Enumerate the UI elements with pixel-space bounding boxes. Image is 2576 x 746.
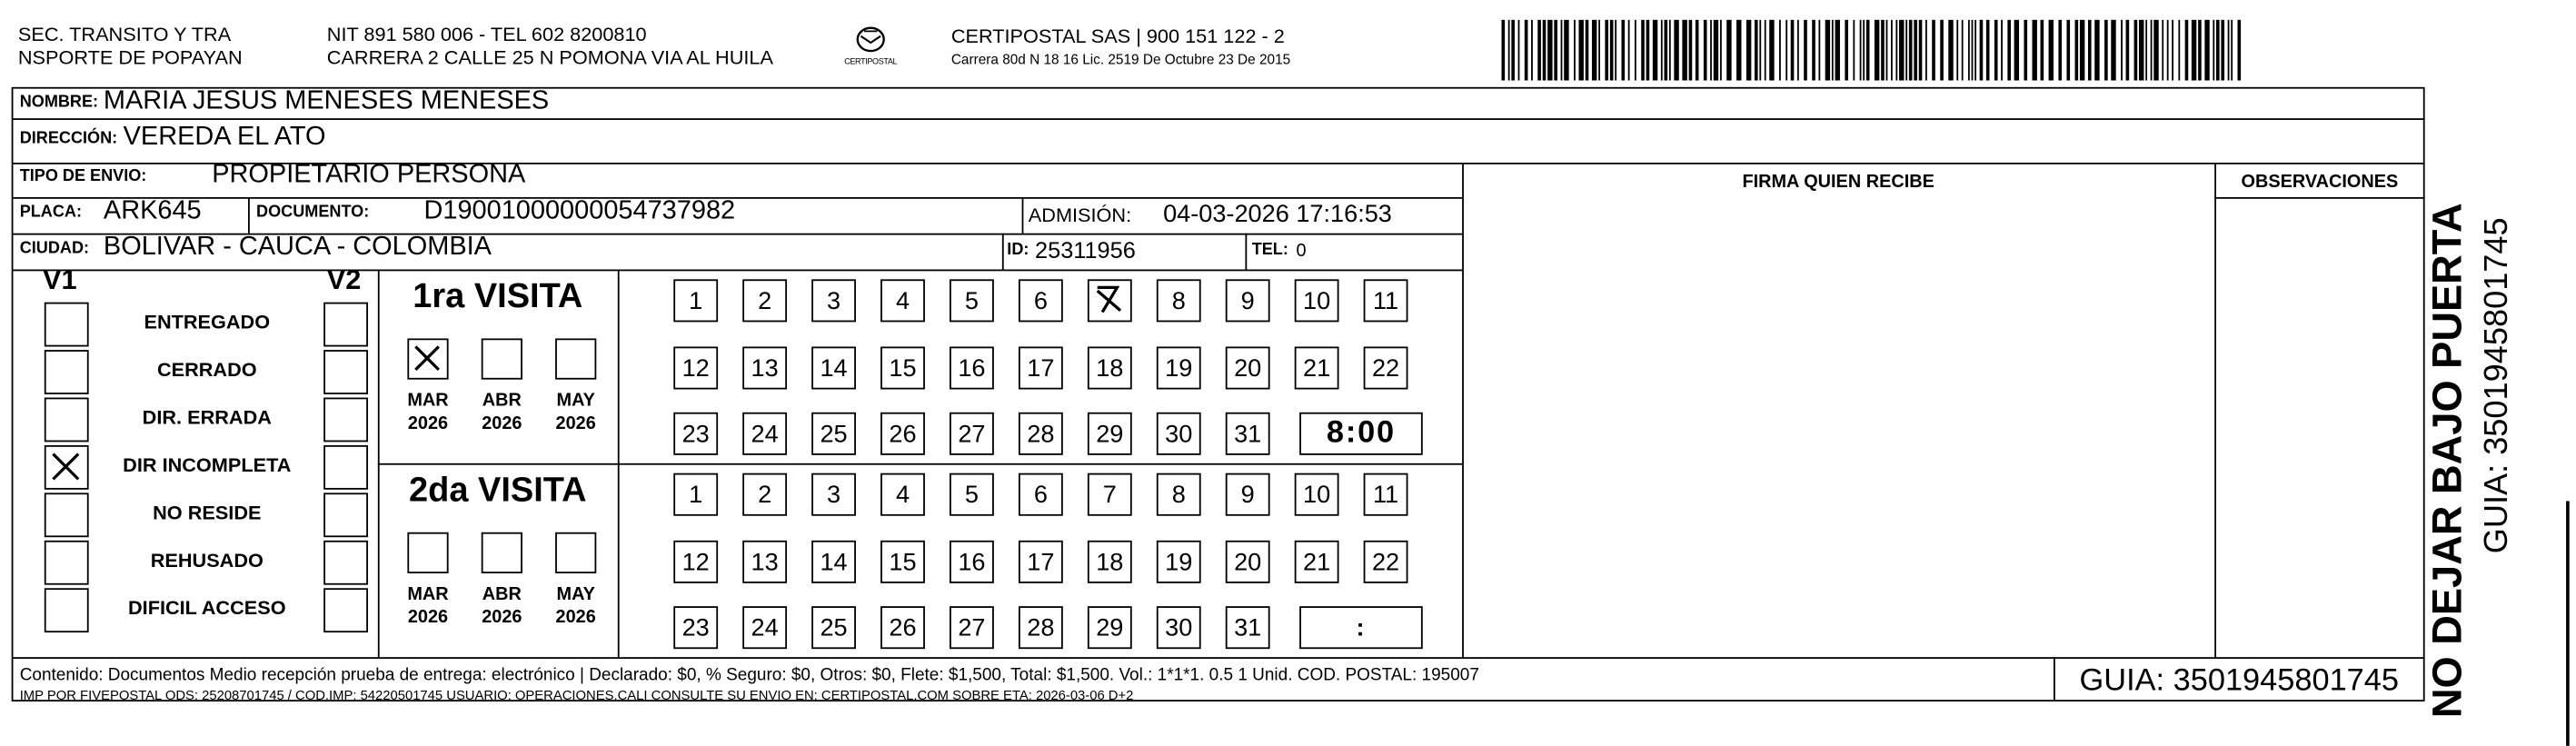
- day-number: 30: [1165, 419, 1193, 448]
- day-box[interactable]: [742, 606, 787, 649]
- day-box[interactable]: [1019, 541, 1063, 583]
- status-v2-checkbox[interactable]: [323, 398, 368, 443]
- day-box[interactable]: [673, 279, 718, 322]
- day-box[interactable]: [1226, 473, 1270, 516]
- day-box[interactable]: [880, 346, 925, 389]
- month-checkbox[interactable]: [555, 338, 596, 379]
- day-box[interactable]: [1226, 279, 1270, 322]
- observaciones-header: OBSERVACIONES: [2241, 172, 2399, 193]
- day-number: 8: [1171, 480, 1186, 509]
- day-number: 12: [681, 353, 710, 383]
- tel-value: 0: [1296, 241, 1307, 262]
- month-checkbox[interactable]: [407, 338, 448, 379]
- day-number: 6: [1033, 480, 1048, 509]
- day-number: 4: [895, 480, 910, 509]
- visit-title: 1ra VISITA: [413, 277, 583, 316]
- day-number: 9: [1240, 286, 1255, 315]
- day-box[interactable]: [811, 473, 856, 516]
- day-number: 29: [1096, 419, 1124, 448]
- month-label: MAY 2026: [555, 391, 596, 434]
- day-box[interactable]: [1157, 606, 1201, 649]
- placa-label: PLACA:: [19, 204, 83, 223]
- month-label: ABR 2026: [482, 391, 522, 434]
- status-v2-checkbox[interactable]: [323, 588, 368, 632]
- day-number: 25: [820, 419, 848, 448]
- month-checkbox[interactable]: [407, 532, 448, 573]
- day-number: 15: [889, 547, 917, 576]
- direccion-label: DIRECCIÓN:: [19, 129, 118, 148]
- ciudad-value: BOLIVAR - CAUCA - COLOMBIA: [103, 233, 492, 262]
- time-box[interactable]: 8:00: [1299, 413, 1423, 455]
- day-box[interactable]: [1226, 413, 1270, 455]
- day-box[interactable]: [880, 473, 925, 516]
- signature-area[interactable]: [1464, 199, 2213, 656]
- documento-label: DOCUMENTO:: [256, 204, 370, 223]
- direccion-value: VEREDA EL ATO: [123, 123, 326, 152]
- documento-value: D19001000000054737982: [423, 196, 736, 225]
- day-number: 3: [827, 286, 841, 315]
- day-box[interactable]: [1157, 346, 1201, 389]
- status-v2-checkbox[interactable]: [323, 541, 368, 585]
- status-v2-checkbox[interactable]: [323, 445, 368, 490]
- status-v1-checkbox[interactable]: [45, 445, 89, 490]
- status-label: CERRADO: [156, 358, 257, 382]
- status-v1-checkbox[interactable]: [45, 588, 89, 632]
- day-number: 23: [681, 419, 710, 448]
- status-label: REHUSADO: [150, 548, 264, 572]
- footer-guia: GUIA: 3501945801745: [2079, 663, 2400, 699]
- day-number: 10: [1303, 286, 1331, 315]
- v2-label: V2: [326, 264, 362, 296]
- status-label: DIR. ERRADA: [142, 405, 272, 429]
- day-number: 2: [758, 286, 772, 315]
- check-mark-icon: [1089, 281, 1129, 319]
- day-box[interactable]: [673, 413, 718, 455]
- day-number: 21: [1303, 547, 1331, 576]
- day-number: 3: [827, 480, 841, 509]
- tipo-value: PROPIETARIO PERSONA: [212, 161, 526, 189]
- day-box[interactable]: [742, 279, 787, 322]
- status-label: DIFICIL ACCESO: [127, 596, 286, 620]
- id-label: ID:: [1007, 241, 1029, 260]
- day-number: 4: [895, 286, 910, 315]
- day-box[interactable]: [1364, 473, 1408, 516]
- firma-header: FIRMA QUIEN RECIBE: [1742, 172, 1934, 193]
- month-label: MAR 2026: [407, 391, 449, 434]
- day-number: 14: [820, 353, 848, 383]
- day-number: 5: [964, 480, 979, 509]
- side-warning: NO DEJAR BAJO PUERTA: [2424, 203, 2472, 719]
- nombre-label: NOMBRE:: [19, 94, 99, 112]
- day-box[interactable]: [811, 541, 856, 583]
- day-number: 18: [1096, 547, 1124, 576]
- day-box[interactable]: [1088, 473, 1132, 516]
- day-number: 19: [1165, 353, 1193, 383]
- day-box[interactable]: [811, 279, 856, 322]
- day-box[interactable]: [1088, 346, 1132, 389]
- day-number: 28: [1027, 419, 1055, 448]
- day-box[interactable]: [742, 541, 787, 583]
- company-sub: Carrera 80d N 18 16 Lic. 2519 De Octubre 23 De 2015: [950, 51, 1291, 68]
- month-checkbox[interactable]: [482, 338, 522, 379]
- company-line: CERTIPOSTAL SAS | 900 151 122 - 2: [950, 25, 1285, 48]
- check-mark-icon: [46, 447, 85, 486]
- admision-value: 04-03-2026 17:16:53: [1163, 200, 1392, 229]
- day-box[interactable]: [1157, 473, 1201, 516]
- check-mark-icon: [409, 340, 445, 376]
- day-number: 9: [1240, 480, 1255, 509]
- month-checkbox[interactable]: [555, 532, 596, 573]
- day-number: 10: [1303, 480, 1331, 509]
- day-number: 18: [1096, 353, 1124, 383]
- day-number: 13: [751, 547, 779, 576]
- day-number: 30: [1165, 613, 1193, 642]
- day-box[interactable]: [1226, 541, 1270, 583]
- day-number: 26: [889, 419, 917, 448]
- day-number: 31: [1234, 419, 1262, 448]
- visit-title: 2da VISITA: [409, 471, 587, 510]
- status-v1-checkbox[interactable]: [45, 541, 89, 585]
- day-box[interactable]: [1088, 541, 1132, 583]
- footer-contenido: Contenido: Documentos Medio recepción prueba de entrega: electrónico | Declarado: $0, % Seguro: $0, Otros: $0, Flete: $1,500, Total: $1,500. Vol.: 1*1*1. 0.5 1 Unid. COD. POSTAL: 195007: [19, 665, 1479, 685]
- day-number: 1: [689, 286, 703, 315]
- day-box[interactable]: [1295, 541, 1339, 583]
- day-number: 23: [681, 613, 710, 642]
- sender-line-1: SEC. TRANSITO Y TRA: [17, 23, 232, 46]
- day-box[interactable]: [880, 541, 925, 583]
- day-box[interactable]: [1295, 279, 1339, 322]
- day-number: 29: [1096, 613, 1124, 642]
- day-box[interactable]: [673, 473, 718, 516]
- day-box[interactable]: [950, 413, 994, 455]
- status-v1-checkbox[interactable]: [45, 350, 89, 394]
- day-number: 27: [958, 419, 986, 448]
- sender-line-2: NSPORTE DE POPAYAN: [17, 45, 243, 69]
- month-label: MAR 2026: [407, 584, 449, 628]
- day-box[interactable]: [950, 541, 994, 583]
- day-box[interactable]: [950, 346, 994, 389]
- status-v2-checkbox[interactable]: [323, 492, 368, 537]
- day-box[interactable]: [950, 606, 994, 649]
- time-box[interactable]: :: [1299, 606, 1423, 649]
- day-number: 28: [1027, 613, 1055, 642]
- status-v2-checkbox[interactable]: [323, 303, 368, 347]
- day-number: 6: [1033, 286, 1048, 315]
- status-v1-checkbox[interactable]: [45, 303, 89, 347]
- day-number: 19: [1165, 547, 1193, 576]
- day-box[interactable]: [1019, 413, 1063, 455]
- day-box[interactable]: [1019, 279, 1063, 322]
- tel-label: TEL:: [1251, 241, 1288, 260]
- day-box[interactable]: [880, 606, 925, 649]
- day-number: 1: [689, 480, 703, 509]
- status-v2-checkbox[interactable]: [323, 350, 368, 394]
- logo-text: CERTIPOSTAL: [844, 57, 898, 68]
- month-label: ABR 2026: [482, 584, 522, 628]
- day-box[interactable]: [950, 473, 994, 516]
- day-number: 13: [751, 353, 779, 383]
- day-box[interactable]: [742, 473, 787, 516]
- day-box[interactable]: [880, 413, 925, 455]
- address-line: CARRERA 2 CALLE 25 N POMONA VIA AL HUILA: [326, 45, 773, 69]
- edge-mark: [2566, 501, 2570, 745]
- day-box[interactable]: [1019, 606, 1063, 649]
- day-number: 8: [1171, 286, 1186, 315]
- barcode: [1500, 20, 2244, 81]
- placa-value: ARK645: [103, 196, 202, 225]
- status-label: ENTREGADO: [144, 310, 271, 334]
- day-box[interactable]: [1226, 346, 1270, 389]
- day-number: 17: [1027, 547, 1055, 576]
- day-number: 12: [681, 547, 710, 576]
- day-box[interactable]: [1157, 541, 1201, 583]
- day-box[interactable]: [673, 346, 718, 389]
- day-number: 22: [1371, 353, 1400, 383]
- status-label: DIR INCOMPLETA: [123, 453, 292, 477]
- day-box[interactable]: [1226, 606, 1270, 649]
- day-box[interactable]: [811, 606, 856, 649]
- day-number: 5: [964, 286, 979, 315]
- day-number: 20: [1234, 547, 1262, 576]
- day-box[interactable]: [673, 541, 718, 583]
- day-number: 24: [751, 419, 779, 448]
- tipo-label: TIPO DE ENVIO:: [19, 167, 147, 186]
- day-box[interactable]: [1088, 279, 1132, 322]
- day-box[interactable]: [1088, 413, 1132, 455]
- day-number: 21: [1303, 353, 1331, 383]
- status-label: NO RESIDE: [153, 501, 262, 524]
- day-box[interactable]: [1157, 413, 1201, 455]
- side-guia: GUIA: 3501945801745: [2479, 217, 2516, 554]
- footer-imp: IMP POR FIVEPOSTAL ODS: 25208701745 / COD.IMP: 54220501745 USUARIO: OPERACIONES.CALI CONSULTE SU ENVIO EN: CERTIPOSTAL.COM SOBRE ETA: 2026-03-06 D+2: [19, 688, 1134, 703]
- ciudad-label: CIUDAD:: [19, 239, 90, 258]
- status-v1-checkbox[interactable]: [45, 492, 89, 537]
- day-box[interactable]: [1295, 473, 1339, 516]
- admision-label: ADMISIÓN:: [1028, 204, 1132, 227]
- day-box[interactable]: [811, 346, 856, 389]
- day-number: 15: [889, 353, 917, 383]
- day-box[interactable]: [1019, 346, 1063, 389]
- day-box[interactable]: [950, 279, 994, 322]
- certipostal-logo: [834, 20, 907, 75]
- day-number: 11: [1372, 286, 1399, 315]
- day-box[interactable]: [742, 413, 787, 455]
- day-number: 25: [820, 613, 848, 642]
- day-box[interactable]: [1157, 279, 1201, 322]
- day-number: 11: [1372, 480, 1399, 509]
- day-box[interactable]: [1364, 346, 1408, 389]
- day-box[interactable]: [1364, 279, 1408, 322]
- day-number: 16: [958, 547, 986, 576]
- day-box[interactable]: [880, 279, 925, 322]
- month-checkbox[interactable]: [482, 532, 522, 573]
- day-number: 24: [751, 613, 779, 642]
- day-number: 31: [1234, 613, 1262, 642]
- nit-line: NIT 891 580 006 - TEL 602 8200810: [326, 23, 647, 46]
- month-label: MAY 2026: [555, 584, 596, 628]
- day-box[interactable]: [1295, 346, 1339, 389]
- id-value: 25311956: [1035, 236, 1136, 264]
- day-number: 22: [1371, 547, 1400, 576]
- day-box[interactable]: [742, 346, 787, 389]
- day-number: 26: [889, 613, 917, 642]
- day-number: 14: [820, 547, 848, 576]
- day-number: 27: [958, 613, 986, 642]
- day-number: 2: [758, 480, 772, 509]
- day-number: 17: [1027, 353, 1055, 383]
- day-number: 16: [958, 353, 986, 383]
- day-box[interactable]: [1019, 473, 1063, 516]
- observaciones-area[interactable]: [2216, 199, 2423, 656]
- status-v1-checkbox[interactable]: [45, 398, 89, 443]
- v1-label: V1: [43, 264, 77, 296]
- day-number: 20: [1234, 353, 1262, 383]
- day-box[interactable]: [1364, 541, 1408, 583]
- nombre-value: MARIA JESUS MENESES MENESES: [103, 86, 550, 115]
- day-box[interactable]: [811, 413, 856, 455]
- day-box[interactable]: [1088, 606, 1132, 649]
- day-box[interactable]: [673, 606, 718, 649]
- day-number: 7: [1102, 480, 1117, 509]
